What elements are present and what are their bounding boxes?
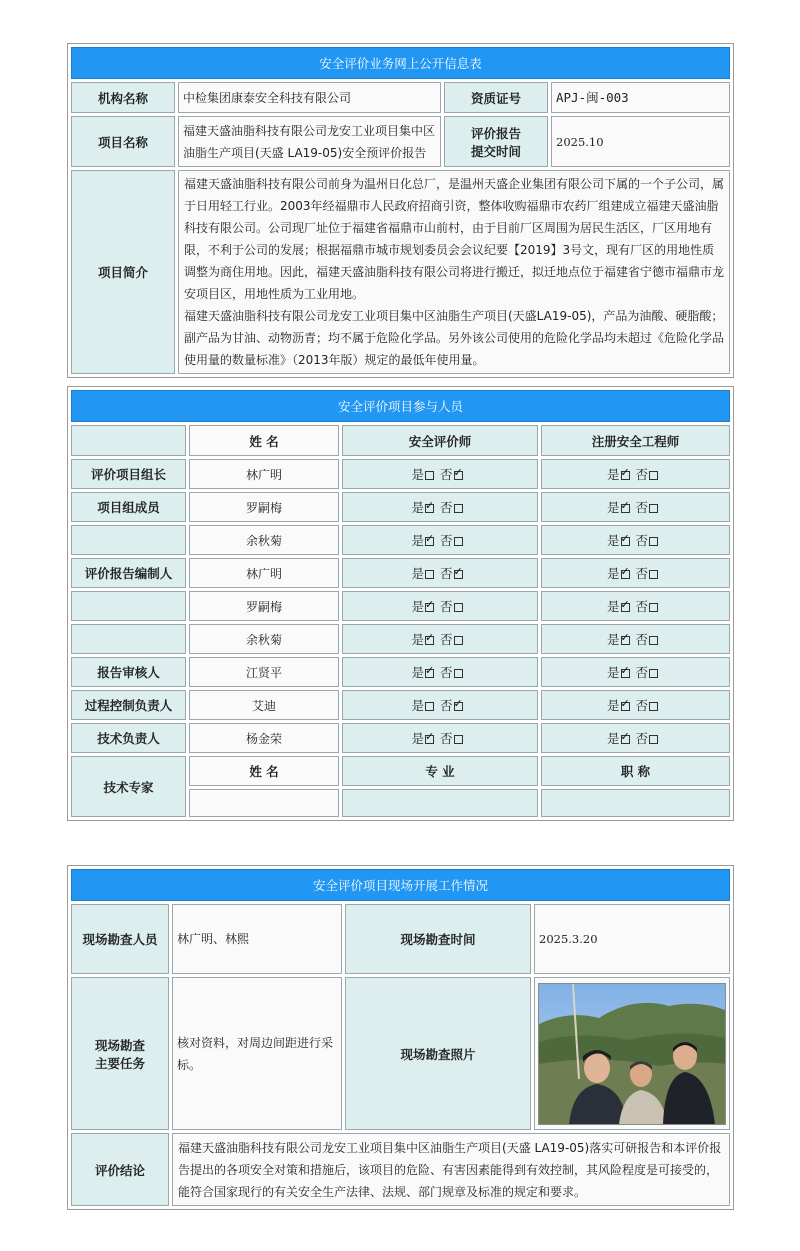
project-name-label: 项目名称 — [71, 116, 175, 167]
org-name-value: 中检集团康泰安全科技有限公司 — [178, 82, 441, 113]
engineer-checkbox-cell — [541, 459, 730, 489]
engineer-column-header: 注册安全工程师 — [541, 425, 730, 456]
engineer-yes-checkbox[interactable] — [621, 702, 630, 711]
engineer-no-checkbox[interactable] — [649, 603, 658, 612]
evaluator-no-checkbox[interactable] — [454, 504, 463, 513]
engineer-no-checkbox[interactable] — [649, 537, 658, 546]
evaluator-no-label: 否 — [440, 665, 453, 680]
survey-people-value: 林广明、林熙 — [172, 904, 342, 974]
engineer-yes-label: 是 — [606, 533, 620, 548]
participant-name: 罗嗣梅 — [189, 591, 339, 621]
engineer-yes-checkbox[interactable] — [621, 636, 630, 645]
evaluator-column-header: 安全评价师 — [342, 425, 538, 456]
engineer-no-label: 否 — [635, 731, 649, 746]
engineer-no-label: 否 — [635, 500, 649, 515]
report-submit-label-line2: 提交时间 — [470, 143, 521, 159]
engineer-no-checkbox[interactable] — [649, 702, 658, 711]
evaluator-yes-label: 是 — [411, 533, 424, 548]
report-submit-label-line1: 评价报告 — [470, 125, 521, 141]
evaluator-yes-checkbox[interactable] — [425, 702, 434, 711]
participants-table — [67, 386, 734, 821]
engineer-yes-checkbox[interactable] — [621, 603, 630, 612]
report-submit-label — [444, 116, 548, 167]
evaluator-no-label: 否 — [440, 698, 453, 713]
engineer-yes-label: 是 — [606, 467, 620, 482]
participant-name: 余秋菊 — [189, 525, 339, 555]
participant-row — [71, 624, 730, 654]
evaluator-no-label: 否 — [440, 533, 453, 548]
role-header-cell — [71, 425, 186, 456]
participant-row — [71, 525, 730, 555]
project-intro-value — [178, 170, 730, 374]
conclusion-value: 福建天盛油脂科技有限公司龙安工业项目集中区油脂生产项目(天盛 LA19-05)落实可研报告和本评价报告提出的各项安全对策和措施后，该项目的危险、有害因素能得到有效控制，其风险程度是可接受的，能符合国家现行的有关安全生产法律、法规、部门规章及标准的规定和要求。 — [172, 1133, 730, 1206]
participant-role — [71, 591, 186, 621]
evaluator-checkbox-cell — [342, 591, 538, 621]
participant-name: 罗嗣梅 — [189, 492, 339, 522]
engineer-yes-label: 是 — [606, 566, 620, 581]
org-name-label: 机构名称 — [71, 82, 175, 113]
participant-name: 林广明 — [189, 459, 339, 489]
survey-people-label: 现场勘查人员 — [71, 904, 169, 974]
evaluator-yes-label: 是 — [411, 566, 424, 581]
evaluator-no-checkbox[interactable] — [454, 570, 463, 579]
participant-row — [71, 690, 730, 720]
project-name-value: 福建天盛油脂科技有限公司龙安工业项目集中区油脂生产项目(天盛 LA19-05)安全预评价报告 — [178, 116, 441, 167]
survey-task-label — [71, 977, 169, 1130]
engineer-yes-label: 是 — [606, 632, 620, 647]
participant-row — [71, 558, 730, 588]
engineer-no-label: 否 — [635, 533, 649, 548]
report-submit-value: 2025.10 — [551, 116, 730, 167]
evaluator-checkbox-cell — [342, 723, 538, 753]
engineer-checkbox-cell — [541, 525, 730, 555]
participant-name: 杨金荣 — [189, 723, 339, 753]
engineer-no-label: 否 — [635, 566, 649, 581]
conclusion-label: 评价结论 — [71, 1133, 169, 1206]
expert-name-cell — [189, 789, 339, 817]
evaluator-yes-checkbox[interactable] — [425, 504, 434, 513]
engineer-no-label: 否 — [635, 632, 649, 647]
survey-photo-label: 现场勘查照片 — [345, 977, 531, 1130]
field-work-title: 安全评价项目现场开展工作情况 — [71, 869, 730, 901]
engineer-checkbox-cell — [541, 657, 730, 687]
participant-role — [71, 624, 186, 654]
evaluator-checkbox-cell — [342, 624, 538, 654]
participant-name: 余秋菊 — [189, 624, 339, 654]
public-info-table — [67, 43, 734, 378]
evaluator-no-checkbox[interactable] — [454, 636, 463, 645]
evaluator-no-checkbox[interactable] — [454, 471, 463, 480]
evaluator-checkbox-cell — [342, 492, 538, 522]
evaluator-no-label: 否 — [440, 632, 453, 647]
expert-major-header: 专 业 — [342, 756, 538, 786]
engineer-no-label: 否 — [635, 665, 649, 680]
evaluator-yes-checkbox[interactable] — [425, 471, 434, 480]
evaluator-checkbox-cell — [342, 459, 538, 489]
survey-photo — [538, 983, 726, 1125]
participant-role: 过程控制负责人 — [71, 690, 186, 720]
evaluator-yes-checkbox[interactable] — [425, 636, 434, 645]
survey-photo-cell — [534, 977, 730, 1130]
field-work-table — [67, 865, 734, 1210]
participants-title: 安全评价项目参与人员 — [71, 390, 730, 422]
engineer-no-label: 否 — [635, 467, 649, 482]
engineer-checkbox-cell — [541, 558, 730, 588]
evaluator-yes-label: 是 — [411, 599, 424, 614]
project-intro-label: 项目简介 — [71, 170, 175, 374]
evaluator-no-checkbox[interactable] — [454, 735, 463, 744]
engineer-yes-label: 是 — [606, 698, 620, 713]
engineer-yes-checkbox[interactable] — [621, 669, 630, 678]
evaluator-checkbox-cell — [342, 558, 538, 588]
evaluator-no-checkbox[interactable] — [454, 669, 463, 678]
evaluator-yes-label: 是 — [411, 632, 424, 647]
survey-task-value: 核对资料，对周边间距进行采标。 — [172, 977, 342, 1130]
evaluator-checkbox-cell — [342, 690, 538, 720]
evaluator-no-label: 否 — [440, 599, 453, 614]
expert-title-cell — [541, 789, 730, 817]
public-info-title: 安全评价业务网上公开信息表 — [71, 47, 730, 79]
participant-name: 艾迪 — [189, 690, 339, 720]
evaluator-checkbox-cell — [342, 525, 538, 555]
engineer-yes-checkbox[interactable] — [621, 471, 630, 480]
participant-name: 林广明 — [189, 558, 339, 588]
participant-row — [71, 723, 730, 753]
engineer-no-label: 否 — [635, 599, 649, 614]
participant-role: 评价项目组长 — [71, 459, 186, 489]
participant-role — [71, 525, 186, 555]
evaluator-checkbox-cell — [342, 657, 538, 687]
evaluator-yes-label: 是 — [411, 731, 424, 746]
evaluator-yes-label: 是 — [411, 500, 424, 515]
survey-time-value: 2025.3.20 — [534, 904, 730, 974]
survey-task-label-line1: 现场勘查 — [94, 1037, 145, 1053]
engineer-yes-checkbox[interactable] — [621, 537, 630, 546]
evaluator-no-checkbox[interactable] — [454, 537, 463, 546]
evaluator-no-label: 否 — [440, 500, 453, 515]
evaluator-yes-checkbox[interactable] — [425, 669, 434, 678]
cert-no-value: APJ-闽-003 — [551, 82, 730, 113]
participant-role: 项目组成员 — [71, 492, 186, 522]
participant-role: 评价报告编制人 — [71, 558, 186, 588]
expert-label: 技术专家 — [71, 756, 186, 817]
engineer-yes-checkbox[interactable] — [621, 570, 630, 579]
participant-name: 江贤平 — [189, 657, 339, 687]
engineer-yes-label: 是 — [606, 599, 620, 614]
engineer-checkbox-cell — [541, 624, 730, 654]
engineer-yes-checkbox[interactable] — [621, 735, 630, 744]
project-intro-paragraph-1: 福建天盛油脂科技有限公司前身为温州日化总厂，是温州天盛企业集团有限公司下属的一个子公司，属于日用轻工行业。2003年经福鼎市人民政府招商引资，整体收购福鼎市农药厂组建成立福建天盛油脂科技有限公司。公司现厂址位于福建省福鼎市山前村，由于目前厂区周围为居民生活区，厂区用地有限，不利于公司的发展；根据福鼎市城市规划委员会会议纪要【2019】3号文，现有厂区的用地性质调整为商住用地。因此，福建天盛油脂科技有限公司将进行搬迁，拟迁地点位于福建省宁德市福鼎市龙安项目区，用地性质为工业用地。 — [184, 177, 725, 301]
expert-major-cell — [342, 789, 538, 817]
engineer-no-checkbox[interactable] — [649, 504, 658, 513]
survey-photo-image — [539, 984, 725, 1124]
participant-row — [71, 492, 730, 522]
engineer-no-checkbox[interactable] — [649, 669, 658, 678]
evaluator-yes-label: 是 — [411, 665, 424, 680]
evaluator-no-checkbox[interactable] — [454, 702, 463, 711]
engineer-checkbox-cell — [541, 723, 730, 753]
engineer-no-checkbox[interactable] — [649, 570, 658, 579]
engineer-no-checkbox[interactable] — [649, 735, 658, 744]
engineer-no-checkbox[interactable] — [649, 636, 658, 645]
cert-no-label: 资质证号 — [444, 82, 548, 113]
participant-row — [71, 591, 730, 621]
evaluator-yes-label: 是 — [411, 698, 424, 713]
name-column-header: 姓 名 — [189, 425, 339, 456]
evaluator-no-checkbox[interactable] — [454, 603, 463, 612]
project-intro-paragraph-2: 福建天盛油脂科技有限公司龙安工业项目集中区油脂生产项目(天盛LA19-05)，产品为油酸、硬脂酸；副产品为甘油、动物沥青；均不属于危险化学品。另外该公司使用的危险化学品均未超过《危险化学品使用量的数量标准》（2013年版）规定的最低年使用量。 — [184, 309, 725, 367]
evaluator-yes-checkbox[interactable] — [425, 537, 434, 546]
engineer-no-label: 否 — [635, 698, 649, 713]
engineer-no-checkbox[interactable] — [649, 471, 658, 480]
evaluator-yes-checkbox[interactable] — [425, 735, 434, 744]
evaluator-yes-label: 是 — [411, 467, 424, 482]
survey-task-label-line2: 主要任务 — [94, 1055, 145, 1071]
participant-row — [71, 459, 730, 489]
engineer-checkbox-cell — [541, 591, 730, 621]
engineer-checkbox-cell — [541, 492, 730, 522]
evaluator-no-label: 否 — [440, 566, 453, 581]
evaluator-no-label: 否 — [440, 731, 453, 746]
expert-title-header: 职 称 — [541, 756, 730, 786]
participant-row — [71, 657, 730, 687]
evaluator-yes-checkbox[interactable] — [425, 603, 434, 612]
engineer-yes-checkbox[interactable] — [621, 504, 630, 513]
expert-name-header: 姓 名 — [189, 756, 339, 786]
evaluator-yes-checkbox[interactable] — [425, 570, 434, 579]
survey-time-label: 现场勘查时间 — [345, 904, 531, 974]
participant-role: 技术负责人 — [71, 723, 186, 753]
participant-role: 报告审核人 — [71, 657, 186, 687]
engineer-yes-label: 是 — [606, 665, 620, 680]
engineer-checkbox-cell — [541, 690, 730, 720]
engineer-yes-label: 是 — [606, 500, 620, 515]
evaluator-no-label: 否 — [440, 467, 453, 482]
engineer-yes-label: 是 — [606, 731, 620, 746]
